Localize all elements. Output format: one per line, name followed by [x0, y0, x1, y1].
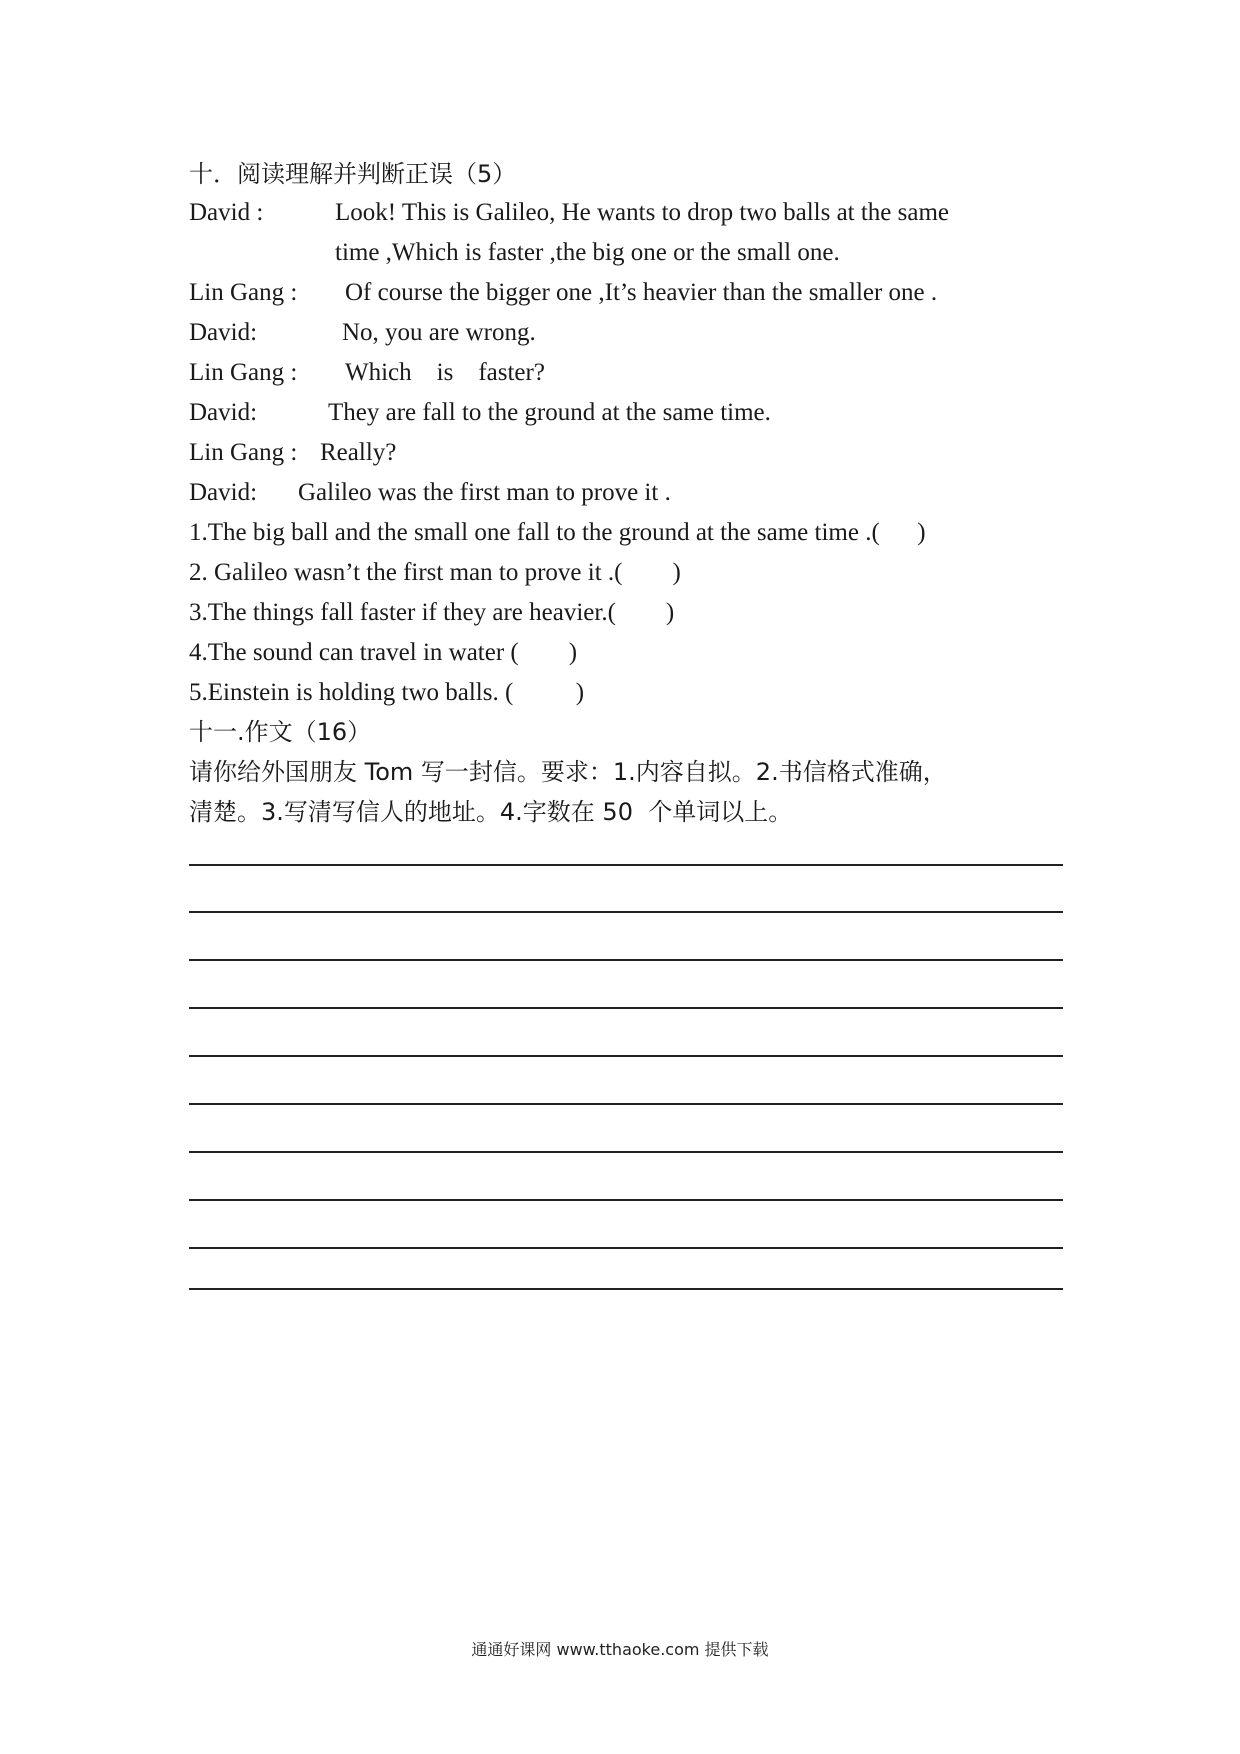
essay-instruction-line-1: 请你给外国朋友 Tom 写一封信。要求：1.内容自拟。2.书信格式准确， [189, 758, 947, 786]
dialogue-line: No, you are wrong. [342, 319, 536, 346]
dialogue-speaker: David: [189, 399, 258, 426]
dialogue-line: Which is faster? [345, 359, 545, 386]
dialogue-speaker: David : [189, 199, 264, 226]
writing-line[interactable] [189, 1247, 1063, 1249]
writing-line[interactable] [189, 1151, 1063, 1153]
writing-line[interactable] [189, 864, 1063, 866]
writing-line[interactable] [189, 1288, 1063, 1290]
dialogue-speaker: David: [189, 319, 258, 346]
dialogue-line: Galileo was the first man to prove it . [298, 479, 671, 506]
dialogue-line: Of course the bigger one ,It’s heavier than the smaller one . [345, 279, 938, 306]
dialogue-line: Look! This is Galileo, He wants to drop two balls at the same [335, 199, 950, 226]
writing-line[interactable] [189, 911, 1063, 913]
section-10-heading: 十．阅读理解并判断正误（5） [189, 160, 517, 188]
writing-line[interactable] [189, 1055, 1063, 1057]
essay-instruction-line-2: 清楚。3.写清写信人的地址。4.字数在 50 个单词以上。 [189, 798, 793, 826]
dialogue-line: They are fall to the ground at the same time. [328, 399, 771, 426]
dialogue-line: time ,Which is faster ,the big one or the small one. [335, 239, 840, 266]
writing-line[interactable] [189, 1007, 1063, 1009]
dialogue-line: Really? [320, 439, 397, 466]
dialogue-speaker: Lin Gang : [189, 439, 298, 466]
question-4: 4.The sound can travel in water ( ) [189, 639, 578, 666]
writing-line[interactable] [189, 959, 1063, 961]
dialogue-speaker: David: [189, 479, 258, 506]
question-2: 2. Galileo wasn’t the first man to prove it .( ) [189, 559, 681, 586]
dialogue-speaker: Lin Gang : [189, 359, 298, 386]
dialogue-speaker: Lin Gang : [189, 279, 298, 306]
writing-line[interactable] [189, 1103, 1063, 1105]
question-1: 1.The big ball and the small one fall to the ground at the same time .( ) [189, 519, 926, 546]
question-5: 5.Einstein is holding two balls. ( ) [189, 679, 585, 706]
section-11-heading: 十一.作文（16） [189, 718, 372, 746]
question-3: 3.The things fall faster if they are heavier.( ) [189, 599, 675, 626]
footer-watermark: 通通好课网 www.tthaoke.com 提供下载 [471, 1640, 769, 1659]
writing-line[interactable] [189, 1199, 1063, 1201]
